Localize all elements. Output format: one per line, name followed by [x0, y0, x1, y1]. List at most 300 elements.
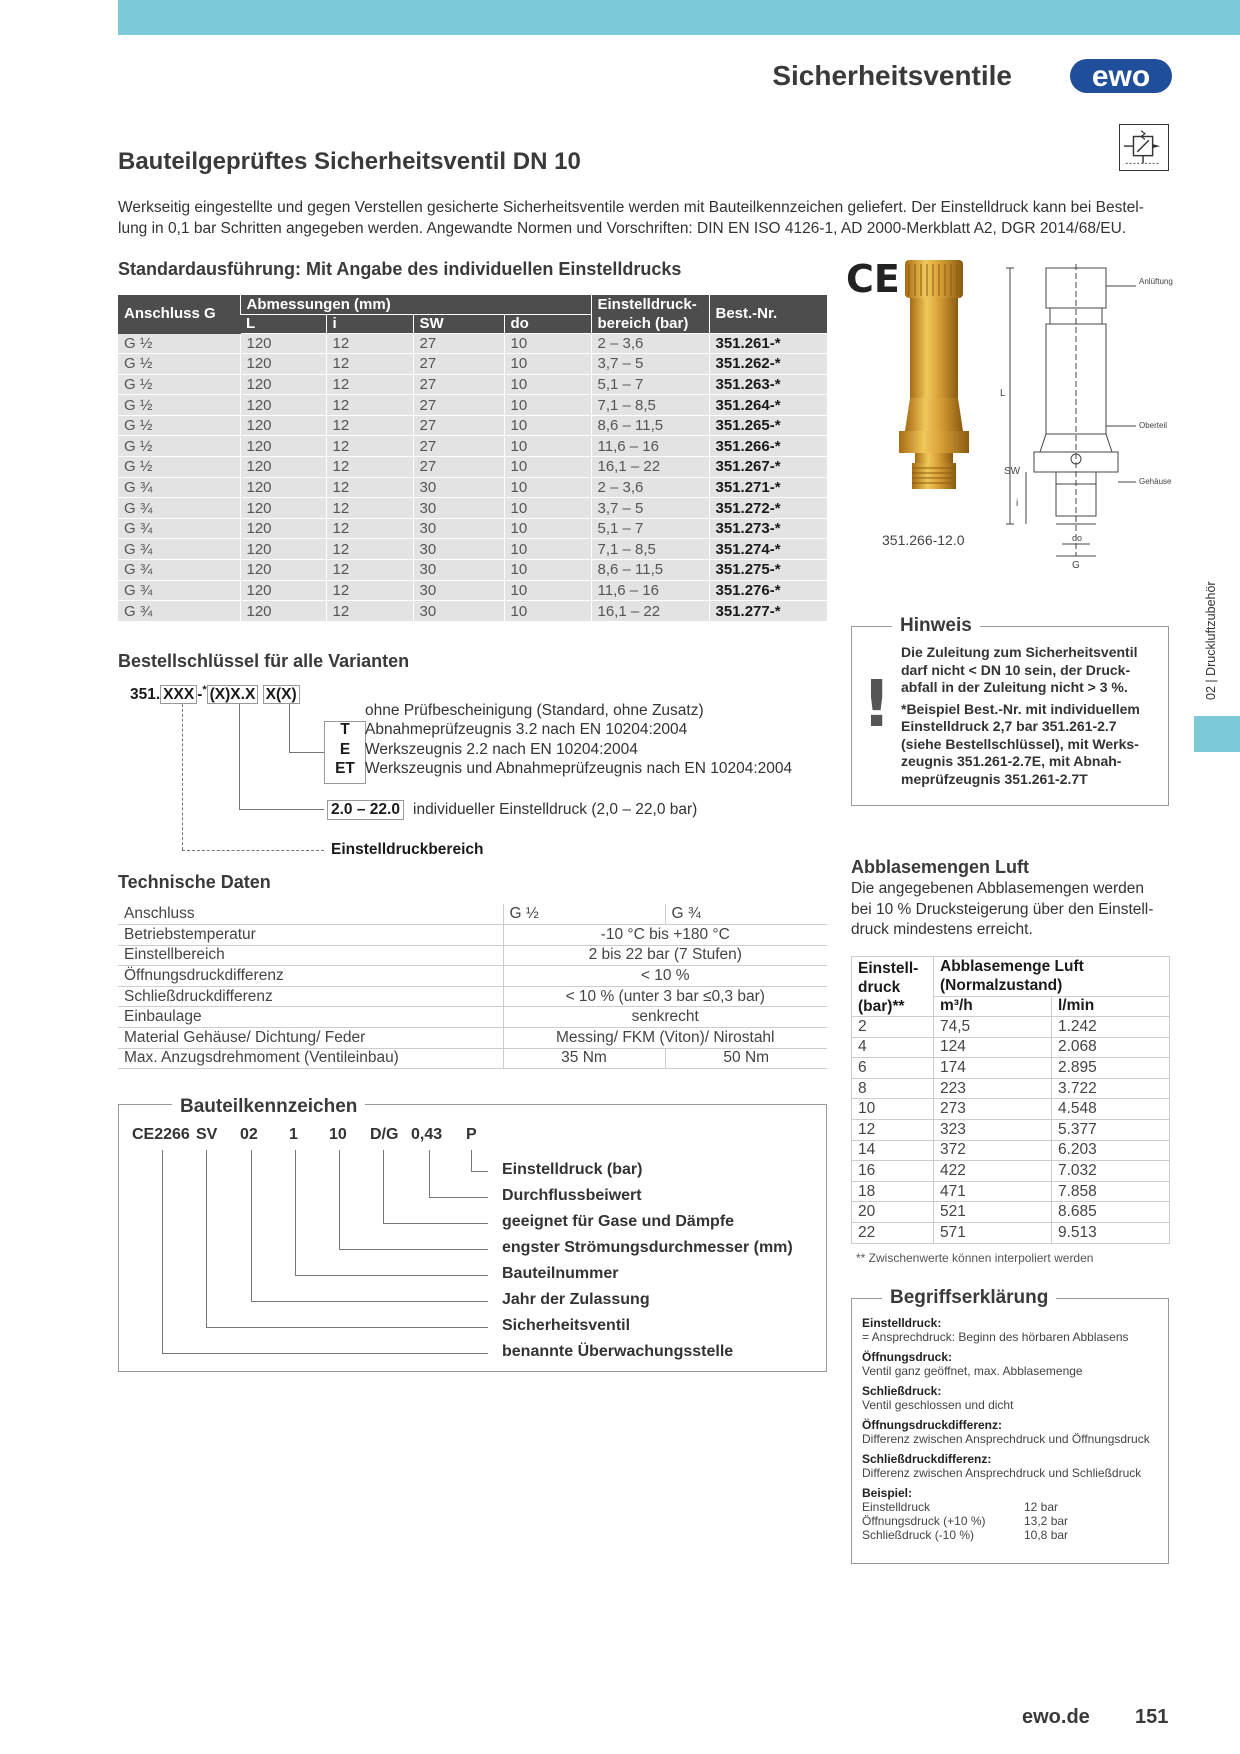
table-row — [118, 333, 827, 354]
table-cell: 351.276-* — [709, 580, 827, 601]
table-cell: 12 — [852, 1119, 934, 1140]
table-row — [118, 415, 827, 436]
table-row — [118, 560, 827, 581]
term-item — [862, 1418, 1162, 1446]
tech-row — [118, 904, 827, 925]
table-cell: 174 — [934, 1058, 1052, 1079]
table-cell: G ½ — [118, 333, 240, 354]
table-cell: 351.262-* — [709, 354, 827, 375]
tech-row — [118, 1048, 827, 1069]
page-number: 151 — [1135, 1706, 1169, 1728]
page-title: Sicherheitsventile — [772, 60, 1012, 91]
table-cell: 4.548 — [1052, 1099, 1170, 1120]
col-einstell-line: (bar)** — [858, 998, 905, 1015]
example-title: Beispiel: — [862, 1486, 913, 1500]
dim-do: do — [1072, 533, 1083, 543]
tech-row — [118, 986, 827, 1007]
tech-value-g12: 35 Nm — [503, 1048, 665, 1069]
table-cell: G ½ — [118, 395, 240, 416]
table-cell: 12 — [326, 374, 413, 395]
table-cell: 30 — [413, 580, 504, 601]
col-bestnr: Best.-Nr. — [709, 295, 827, 333]
code-prefix: 351. — [130, 686, 161, 704]
code-cert: X(X) — [263, 685, 300, 704]
table-row — [852, 1119, 1170, 1140]
table-cell: 120 — [240, 518, 326, 539]
range-label: Einstelldruckbereich — [331, 841, 484, 858]
table-row — [852, 1058, 1170, 1079]
table-cell: 27 — [413, 374, 504, 395]
hinweis-line: *Beispiel Best.-Nr. mit individuellem — [901, 700, 1140, 717]
tech-label: Betriebstemperatur — [118, 925, 503, 946]
tech-label: Anschluss — [118, 904, 503, 925]
table-cell: 372 — [934, 1140, 1052, 1161]
term: Schließdruck: — [862, 1384, 942, 1398]
dim-G: G — [1072, 560, 1080, 571]
hinweis-line: zeugnis 351.261-2.7E, mit Abnah- — [901, 753, 1122, 769]
hinweis-line: darf nicht < DN 10 sein, der Druck- — [901, 661, 1131, 678]
table-row — [852, 1140, 1170, 1161]
table-cell: 22 — [852, 1222, 934, 1243]
table-cell: 30 — [413, 539, 504, 560]
col-L: L — [240, 314, 326, 333]
table-cell: 6 — [852, 1058, 934, 1079]
tech-label: Material Gehäuse/ Dichtung/ Feder — [118, 1028, 503, 1049]
col-i: i — [326, 314, 413, 333]
tech-value: -10 °C bis +180 °C — [503, 925, 827, 946]
chapter-tab — [1194, 716, 1240, 752]
abblase-note: ** Zwischenwerte können interpoliert werden — [856, 1251, 1094, 1265]
standard-table — [118, 295, 827, 621]
table-cell: 30 — [413, 518, 504, 539]
table-cell: 74,5 — [934, 1017, 1052, 1038]
term-item — [862, 1384, 1162, 1412]
table-row — [118, 498, 827, 519]
table-cell: 10 — [504, 374, 591, 395]
table-cell: 8.685 — [1052, 1202, 1170, 1223]
table-cell: 12 — [326, 415, 413, 436]
col-einstell-1: Einstelldruck- — [591, 295, 709, 314]
table-cell: 5,1 – 7 — [591, 518, 709, 539]
table-cell: G ¾ — [118, 601, 240, 622]
footer-url[interactable]: ewo.de — [1022, 1706, 1090, 1728]
bkz-label: Einstelldruck (bar) — [502, 1161, 643, 1178]
bkz-label: Durchflussbeiwert — [502, 1187, 642, 1204]
table-cell: 12 — [326, 436, 413, 457]
term-def: Ventil geschlossen und dicht — [862, 1398, 1014, 1412]
table-cell: 30 — [413, 560, 504, 581]
table-cell: 8,6 – 11,5 — [591, 560, 709, 581]
table-cell: 16 — [852, 1161, 934, 1182]
hinweis-line: Die Zuleitung zum Sicherheitsventil — [901, 644, 1138, 660]
table-cell: 120 — [240, 560, 326, 581]
table-cell: 9.513 — [1052, 1222, 1170, 1243]
example-row — [862, 1528, 1162, 1542]
table-cell: G ¾ — [118, 580, 240, 601]
abblase-line: Die angegebenen Abblasemengen werden — [851, 880, 1145, 897]
example-value: 13,2 bar — [1024, 1514, 1069, 1528]
table-cell: 12 — [326, 477, 413, 498]
table-row — [852, 1099, 1170, 1120]
table-row — [118, 601, 827, 622]
table-cell: 7,1 – 8,5 — [591, 539, 709, 560]
table-cell: 10 — [504, 354, 591, 375]
example-key: Öffnungsdruck (+10 %) — [862, 1514, 986, 1528]
valve-symbol-icon — [1119, 124, 1169, 171]
table-cell: 18 — [852, 1181, 934, 1202]
table-cell: 351.266-* — [709, 436, 827, 457]
tech-label: Max. Anzugsdrehmoment (Ventileinbau) — [118, 1048, 503, 1069]
bestell-heading: Bestellschlüssel für alle Varianten — [118, 651, 410, 671]
table-cell: 124 — [934, 1037, 1052, 1058]
bkz-box — [118, 1104, 827, 1372]
ce-mark: CE — [846, 257, 900, 301]
table-cell: 27 — [413, 415, 504, 436]
table-cell: 351.273-* — [709, 518, 827, 539]
table-cell: 16,1 – 22 — [591, 457, 709, 478]
table-cell: 7.858 — [1052, 1181, 1170, 1202]
table-cell: 27 — [413, 333, 504, 354]
abblase-table — [851, 956, 1170, 1244]
intro-line: lung in 0,1 bar Schritten angegeben werden. Angewandte Normen und Vorschriften: DIN EN ISO 4126-1, AD 2000-Merkblatt A2, DGR 2014/68/EU. — [118, 220, 1127, 237]
ewo-logo — [1070, 56, 1172, 96]
cert-text: Werkszeugnis und Abnahmeprüfzeugnis nach EN 10204:2004 — [365, 760, 793, 777]
table-cell: 120 — [240, 354, 326, 375]
abblase-line: druck mindestens erreicht. — [851, 921, 1033, 938]
term-item — [862, 1452, 1162, 1480]
table-cell: G ½ — [118, 415, 240, 436]
table-cell: 273 — [934, 1099, 1052, 1120]
table-row — [118, 518, 827, 539]
table-cell: 30 — [413, 601, 504, 622]
table-cell: 10 — [852, 1099, 934, 1120]
tech-label: Schließdruckdifferenz — [118, 986, 503, 1007]
hinweis-text — [901, 644, 1163, 788]
col-SW: SW — [413, 314, 504, 333]
col-einstelldruck — [852, 957, 934, 1017]
table-cell: 571 — [934, 1222, 1052, 1243]
table-cell: 30 — [413, 477, 504, 498]
table-cell: 27 — [413, 354, 504, 375]
bkz-label: Sicherheitsventil — [502, 1317, 631, 1334]
tech-value: senkrecht — [503, 1007, 827, 1028]
label-gehause: Gehäuse — [1139, 477, 1172, 486]
table-cell: 27 — [413, 457, 504, 478]
table-cell: 120 — [240, 333, 326, 354]
table-cell: 351.261-* — [709, 333, 827, 354]
tech-heading: Technische Daten — [118, 872, 271, 892]
bkz-code: D/G — [370, 1126, 399, 1143]
table-cell: G ½ — [118, 374, 240, 395]
table-cell: 4 — [852, 1037, 934, 1058]
table-row — [118, 457, 827, 478]
header-bar — [118, 0, 1240, 35]
hinweis-title: Hinweis — [892, 615, 980, 637]
table-cell: 7.032 — [1052, 1161, 1170, 1182]
bkz-code: CE2266 — [132, 1126, 190, 1143]
table-cell: 12 — [326, 457, 413, 478]
bkz-title: Bauteilkennzeichen — [172, 1096, 365, 1118]
col-menge-1: Abblasemenge Luft — [934, 957, 1170, 977]
table-cell: 8 — [852, 1078, 934, 1099]
table-cell: 16,1 – 22 — [591, 601, 709, 622]
table-row — [118, 374, 827, 395]
bkz-label: geeignet für Gase und Dämpfe — [502, 1213, 735, 1230]
table-cell: 12 — [326, 498, 413, 519]
tech-value: 2 bis 22 bar (7 Stufen) — [503, 945, 827, 966]
col-anschluss: Anschluss G — [118, 295, 240, 333]
valve-technical-drawing — [1000, 256, 1180, 571]
table-cell: 10 — [504, 333, 591, 354]
table-row — [852, 1181, 1170, 1202]
table-cell: 12 — [326, 354, 413, 375]
label-oberteil: Oberteil — [1139, 421, 1168, 430]
table-cell: 12 — [326, 560, 413, 581]
dim-i: i — [1016, 498, 1019, 509]
cert-text: Abnahmeprüfzeugnis 3.2 nach EN 10204:2004 — [365, 721, 688, 738]
table-row — [118, 580, 827, 601]
term-item — [862, 1316, 1162, 1344]
bkz-label: Bauteilnummer — [502, 1265, 619, 1282]
code-setpoint: (X)X.X — [207, 685, 259, 704]
tech-value-g34: G ¾ — [665, 904, 827, 925]
dim-L: L — [1000, 388, 1006, 399]
table-row — [852, 1161, 1170, 1182]
col-einstell-line: Einstell- — [858, 960, 919, 977]
example-value: 10,8 bar — [1024, 1528, 1069, 1542]
bkz-code: 1 — [289, 1126, 298, 1143]
bkz-label: benannte Überwachungsstelle — [502, 1343, 734, 1360]
table-cell: 11,6 – 16 — [591, 436, 709, 457]
table-cell: 1.242 — [1052, 1017, 1170, 1038]
bkz-label: engster Strömungsdurchmesser (mm) — [502, 1239, 793, 1256]
table-cell: G ¾ — [118, 539, 240, 560]
table-cell: 120 — [240, 539, 326, 560]
table-cell: 12 — [326, 395, 413, 416]
table-cell: 120 — [240, 374, 326, 395]
table-cell: 11,6 – 16 — [591, 580, 709, 601]
table-row — [118, 354, 827, 375]
table-row — [852, 1222, 1170, 1243]
term-def: = Ansprechdruck: Beginn des hörbaren Abblasens — [862, 1330, 1129, 1344]
table-cell: 120 — [240, 498, 326, 519]
table-cell: 120 — [240, 601, 326, 622]
table-cell: 471 — [934, 1181, 1052, 1202]
table-cell: 12 — [326, 539, 413, 560]
col-einstell-line: druck — [858, 979, 901, 996]
table-cell: 3,7 – 5 — [591, 354, 709, 375]
table-row — [852, 1078, 1170, 1099]
tech-value: < 10 % — [503, 966, 827, 987]
hinweis-line: (siehe Bestellschlüssel), mit Werks- — [901, 735, 1139, 752]
intro-line: Werkseitig eingestellte und gegen Verstellen gesicherte Sicherheitsventile werden mit Bauteilkennzeichen geliefert. Der Einstelldruck kann bei Bestel- — [118, 199, 1144, 216]
table-cell: 2 – 3,6 — [591, 477, 709, 498]
tech-row — [118, 1007, 827, 1028]
bkz-code: SV — [196, 1126, 218, 1143]
table-cell: 351.263-* — [709, 374, 827, 395]
hinweis-line: Einstelldruck 2,7 bar 351.261-2.7 — [901, 718, 1117, 734]
begriff-content — [862, 1316, 1162, 1542]
tech-label: Öffnungsdruckdifferenz — [118, 966, 503, 987]
table-cell: G ¾ — [118, 477, 240, 498]
cert-text: Werkszeugnis 2.2 nach EN 10204:2004 — [365, 740, 638, 758]
table-cell: 27 — [413, 436, 504, 457]
table-cell: 2 — [852, 1017, 934, 1038]
dim-sw: SW — [1004, 466, 1021, 477]
table-cell: 5,1 – 7 — [591, 374, 709, 395]
example-row — [862, 1514, 1162, 1528]
bkz-code: P — [466, 1126, 477, 1143]
term: Einstelldruck: — [862, 1316, 942, 1330]
table-cell: 323 — [934, 1119, 1052, 1140]
table-cell: 2 – 3,6 — [591, 333, 709, 354]
table-cell: 223 — [934, 1078, 1052, 1099]
table-cell: 10 — [504, 498, 591, 519]
table-cell: 10 — [504, 457, 591, 478]
table-cell: 6.203 — [1052, 1140, 1170, 1161]
bkz-code: 02 — [240, 1126, 258, 1143]
table-cell: 2.068 — [1052, 1037, 1170, 1058]
abblase-line: bei 10 % Drucksteigerung über den Einstell- — [851, 900, 1154, 918]
hinweis-line: abfall in der Zuleitung nicht > 3 %. — [901, 679, 1128, 695]
table-row — [852, 1017, 1170, 1038]
code-dash: - — [197, 686, 203, 704]
example-row — [862, 1500, 1162, 1514]
abblase-text — [851, 879, 1153, 941]
table-cell: 10 — [504, 415, 591, 436]
col-abmessungen: Abmessungen (mm) — [240, 295, 591, 314]
bkz-code: 0,43 — [411, 1126, 443, 1143]
term-def: Ventil ganz geöffnet, max. Abblasemenge — [862, 1364, 1083, 1378]
table-cell: 120 — [240, 415, 326, 436]
tech-label: Einbaulage — [118, 1007, 503, 1028]
table-cell: 10 — [504, 601, 591, 622]
table-cell: 30 — [413, 498, 504, 519]
range-text: individueller Einstelldruck (2,0 – 22,0 bar) — [413, 801, 698, 818]
table-cell: G ½ — [118, 436, 240, 457]
table-cell: G ½ — [118, 457, 240, 478]
code-star: * — [202, 684, 207, 696]
cert-code: ET — [335, 760, 355, 777]
table-cell: 10 — [504, 436, 591, 457]
table-cell: 351.264-* — [709, 395, 827, 416]
table-cell: 12 — [326, 333, 413, 354]
tech-value-g12: G ½ — [503, 904, 665, 925]
table-cell: 3.722 — [1052, 1078, 1170, 1099]
tech-row — [118, 945, 827, 966]
photo-caption: 351.266-12.0 — [882, 532, 965, 548]
logo-text: ewo — [1091, 60, 1151, 93]
intro-text — [118, 197, 1178, 239]
main-title: Bauteilgeprüftes Sicherheitsventil DN 10 — [118, 148, 581, 175]
tech-value-g34: 50 Nm — [665, 1048, 827, 1069]
term-def: Differenz zwischen Ansprechdruck und Öffnungsdruck — [862, 1432, 1150, 1446]
table-cell: 10 — [504, 395, 591, 416]
table-cell: G ¾ — [118, 498, 240, 519]
table-cell: 12 — [326, 518, 413, 539]
col-do: do — [504, 314, 591, 333]
table-row — [852, 1202, 1170, 1223]
table-row — [852, 1037, 1170, 1058]
table-cell: G ½ — [118, 354, 240, 375]
table-cell: 351.271-* — [709, 477, 827, 498]
code-xxx: XXX — [160, 685, 197, 704]
abblase-heading: Abblasemengen Luft — [851, 857, 1030, 877]
example-key: Schließdruck (-10 %) — [862, 1528, 975, 1542]
example-value: 12 bar — [1024, 1500, 1059, 1514]
hinweis-line: meprüfzeugnis 351.261-2.7T — [901, 770, 1088, 787]
tech-value: < 10 % (unter 3 bar ≤0,3 bar) — [503, 986, 827, 1007]
table-cell: 120 — [240, 477, 326, 498]
term: Schließdruckdifferenz: — [862, 1452, 992, 1466]
table-cell: 8,6 – 11,5 — [591, 415, 709, 436]
label-anluftung: Anlüftung — [1139, 277, 1173, 286]
table-cell: 120 — [240, 436, 326, 457]
tech-row — [118, 1028, 827, 1049]
table-cell: 3,7 – 5 — [591, 498, 709, 519]
term: Öffnungsdruck: — [862, 1350, 952, 1364]
table-cell: 351.275-* — [709, 560, 827, 581]
table-cell: 10 — [504, 560, 591, 581]
table-cell: 5.377 — [1052, 1119, 1170, 1140]
table-cell: 120 — [240, 457, 326, 478]
table-cell: G ¾ — [118, 560, 240, 581]
table-row — [118, 436, 827, 457]
table-cell: 10 — [504, 518, 591, 539]
table-cell: 12 — [326, 601, 413, 622]
warning-icon: ! — [862, 668, 892, 742]
range-code: 2.0 – 22.0 — [327, 800, 404, 820]
table-cell: 120 — [240, 395, 326, 416]
table-cell: 351.265-* — [709, 415, 827, 436]
chapter-label: 02 | Druckluftzubehör — [1204, 581, 1218, 700]
bkz-code: 10 — [329, 1126, 347, 1143]
table-cell: 10 — [504, 539, 591, 560]
table-cell: 351.267-* — [709, 457, 827, 478]
table-cell: 10 — [504, 580, 591, 601]
table-cell: 27 — [413, 395, 504, 416]
tech-row — [118, 966, 827, 987]
table-cell: 521 — [934, 1202, 1052, 1223]
col-menge-2: (Normalzustand) — [934, 977, 1170, 996]
example-key: Einstelldruck — [862, 1500, 931, 1514]
table-row — [118, 395, 827, 416]
table-cell: 20 — [852, 1202, 934, 1223]
cert-option-none: ohne Prüfbescheinigung (Standard, ohne Zusatz) — [365, 702, 704, 719]
bkz-label: Jahr der Zulassung — [502, 1291, 650, 1308]
table-row — [118, 539, 827, 560]
table-cell: 351.274-* — [709, 539, 827, 560]
term-def: Differenz zwischen Ansprechdruck und Schließdruck — [862, 1466, 1142, 1480]
tech-table — [118, 904, 827, 1069]
tech-label: Einstellbereich — [118, 945, 503, 966]
table-cell: 422 — [934, 1161, 1052, 1182]
begriff-title: Begriffserklärung — [882, 1287, 1056, 1309]
term-item — [862, 1350, 1162, 1378]
standard-heading: Standardausführung: Mit Angabe des individuellen Einstelldrucks — [118, 259, 682, 279]
table-cell: G ¾ — [118, 518, 240, 539]
col-lmin: l/min — [1052, 996, 1170, 1016]
term: Öffnungsdruckdifferenz: — [862, 1418, 1002, 1432]
table-cell: 351.277-* — [709, 601, 827, 622]
table-cell: 2.895 — [1052, 1058, 1170, 1079]
table-cell: 7,1 – 8,5 — [591, 395, 709, 416]
table-cell: 12 — [326, 580, 413, 601]
order-code — [130, 684, 300, 704]
cert-code: E — [339, 740, 351, 758]
table-cell: 14 — [852, 1140, 934, 1161]
cert-code: T — [340, 721, 350, 738]
